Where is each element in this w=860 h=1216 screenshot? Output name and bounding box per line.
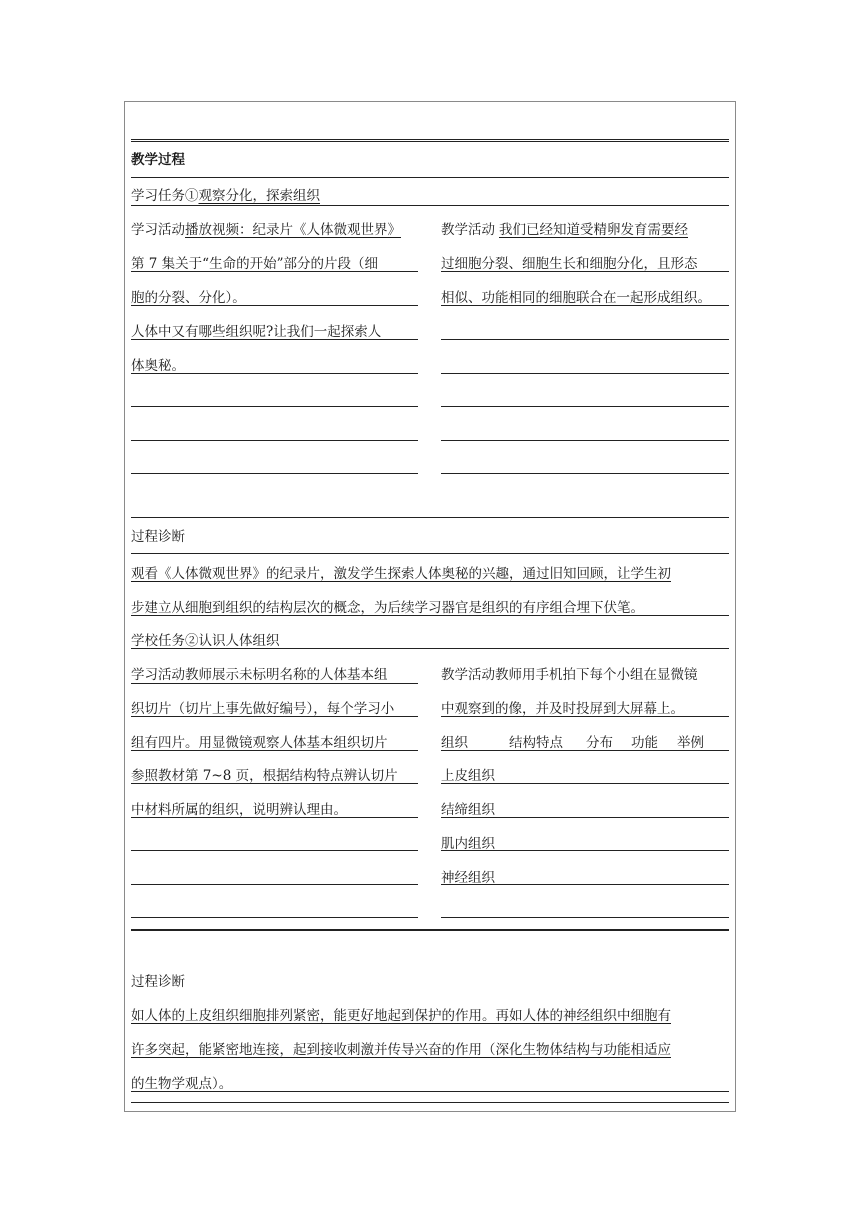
task1-right-line-3: 相似、功能相同的细胞联合在一起形成组织。 xyxy=(441,290,711,306)
tissue-row-epithelial: 上皮组织 xyxy=(441,768,495,784)
rule xyxy=(131,716,418,717)
rule xyxy=(131,553,729,554)
task2-left-line-5: 中材料所属的组织，说明辨认理由。 xyxy=(131,802,347,818)
rule xyxy=(131,440,418,441)
section-heading: 教学过程 xyxy=(131,152,185,168)
task1-left-line-4: 人体中又有哪些组织呢?让我们一起探索人 xyxy=(131,324,382,340)
task2-left-line-3: 组有四片。用显微镜观察人体基本组织切片 xyxy=(131,735,388,751)
rule xyxy=(441,473,729,474)
task1-left-line-5: 体奥秘。 xyxy=(131,358,185,374)
rule xyxy=(131,783,418,784)
task2-label: 学校任务② xyxy=(131,633,199,649)
rule xyxy=(131,683,418,684)
task2-left-label: 学习活动 xyxy=(131,667,185,683)
rule xyxy=(131,817,418,818)
rule xyxy=(441,373,729,374)
diagnosis2-label: 过程诊断 xyxy=(131,974,185,990)
col-header-tissue: 组织 xyxy=(441,735,468,751)
task2-title-line xyxy=(131,633,280,649)
tissue-table-header xyxy=(441,735,729,751)
task1-title: 观察分化，探索组织 xyxy=(198,188,320,204)
rule xyxy=(441,716,729,717)
task1-right-text: 我们已经知道受精卵发育需要经 xyxy=(499,222,688,238)
rule xyxy=(131,339,418,340)
rule xyxy=(131,917,418,918)
rule xyxy=(131,850,418,851)
diagnosis1-line-1: 观看《人体微观世界》的纪录片，激发学生探索人体奥秘的兴趣，通过旧知回顾，让学生初 xyxy=(131,566,671,582)
rule xyxy=(441,884,729,885)
task1-label: 学习任务① xyxy=(131,188,199,204)
task2-right-line-2: 中观察到的像，并及时投屏到大屏幕上。 xyxy=(441,701,684,717)
task2-left-line-1 xyxy=(131,667,388,683)
rule xyxy=(441,750,729,751)
diagnosis1-line-2: 步建立从细胞到组织的结构层次的概念，为后续学习器官是组织的有序组合埋下伏笔。 xyxy=(131,600,644,616)
rule xyxy=(131,205,729,206)
rule xyxy=(441,817,729,818)
rule xyxy=(441,917,729,918)
task1-right-line-2: 过细胞分裂、细胞生长和细胞分化，且形态 xyxy=(441,256,698,272)
task2-title: 认识人体组织 xyxy=(198,633,280,649)
rule xyxy=(131,373,418,374)
task2-left-line-2: 织切片（切片上事先做好编号），每个学习小 xyxy=(131,701,395,717)
col-header-example: 举例 xyxy=(677,735,704,751)
task2-right-label: 教学活动 xyxy=(441,667,495,683)
top-double-rule xyxy=(131,139,729,142)
rule xyxy=(441,783,729,784)
task1-right-line-1 xyxy=(441,222,688,238)
rule xyxy=(441,440,729,441)
rule xyxy=(131,517,729,518)
rule xyxy=(131,615,729,616)
rule xyxy=(131,1102,729,1103)
rule xyxy=(441,850,729,851)
task2-left-line-4: 参照教材第 7~8 页，根据结构特点辨认切片 xyxy=(131,768,398,784)
tissue-row-nerve: 神经组织 xyxy=(441,870,495,886)
task1-left-line-2: 第 7 集关于“生命的开始”部分的片段（细 xyxy=(131,256,378,272)
rule xyxy=(441,305,729,306)
task2-left-text: 教师展示未标明名称的人体基本组 xyxy=(185,667,388,683)
rule xyxy=(131,884,418,885)
task1-left-label: 学习活动 xyxy=(131,222,185,238)
col-header-distribution: 分布 xyxy=(586,735,613,751)
task1-left-line-3: 胞的分裂、分化）。 xyxy=(131,290,246,306)
task2-right-text: 教师用手机拍下每个小组在显微镜 xyxy=(495,667,698,683)
rule xyxy=(131,648,729,649)
task1-right-label: 教学活动 xyxy=(441,222,495,238)
rule xyxy=(131,271,418,272)
section-bold-rule xyxy=(131,929,729,931)
col-header-function: 功能 xyxy=(631,735,658,751)
tissue-row-muscle: 肌内组织 xyxy=(441,836,495,852)
diagnosis2-line-1: 如人体的上皮组织细胞排列紧密，能更好地起到保护的作用。再如人体的神经组织中细胞有 xyxy=(131,1008,671,1024)
col-header-structure: 结构特点 xyxy=(509,735,563,751)
rule xyxy=(441,339,729,340)
task1-title-line xyxy=(131,188,320,204)
rule xyxy=(441,406,729,407)
task1-left-line-1 xyxy=(131,222,401,238)
rule xyxy=(131,177,729,178)
rule xyxy=(131,406,418,407)
diagnosis2-line-3: 的生物学观点）。 xyxy=(131,1076,233,1092)
diagnosis2-line-2: 许多突起，能紧密地连接，起到接收刺激并传导兴奋的作用（深化生物体结构与功能相适应 xyxy=(131,1042,671,1058)
tissue-row-connective: 结缔组织 xyxy=(441,802,495,818)
rule xyxy=(131,473,418,474)
rule xyxy=(131,305,418,306)
rule xyxy=(441,271,729,272)
task1-left-text: 播放视频：纪录片《人体微观世界》 xyxy=(185,222,401,238)
diagnosis1-label: 过程诊断 xyxy=(131,529,185,545)
task2-right-line-1 xyxy=(441,667,698,683)
rule xyxy=(131,1091,729,1092)
rule xyxy=(131,750,418,751)
